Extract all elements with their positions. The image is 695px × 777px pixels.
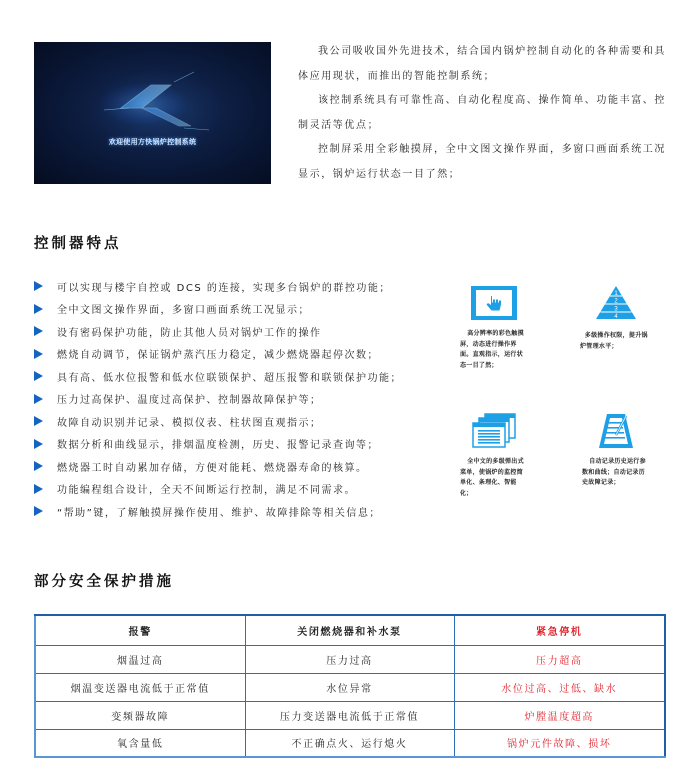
feature-text: 燃烧器工时自动累加存储，方便对能耗、燃烧器寿命的核算。 — [57, 462, 368, 474]
table-cell: 压力超高 — [454, 645, 665, 673]
triangle-bullet-icon — [34, 371, 43, 381]
table-cell: 锅炉元件故障、损坏 — [454, 729, 665, 757]
feature-item — [34, 410, 434, 433]
table-cell: 压力变送器电流低于正常值 — [245, 701, 454, 729]
table-row — [35, 729, 665, 757]
triangle-bullet-icon — [34, 326, 43, 336]
icon-card-permissions — [580, 285, 652, 352]
feature-text: 燃烧自动调节，保证锅炉蒸汽压力稳定，减少燃烧器起停次数； — [57, 350, 379, 362]
svg-text:2: 2 — [614, 298, 618, 305]
icon-card-records — [582, 413, 650, 489]
intro-paragraph: 控制屏采用全彩触摸屏，全中文图文操作界面，多窗口画面系统工况显示，锅炉运行状态一目了然； — [298, 144, 666, 180]
triangle-bullet-icon — [34, 416, 43, 426]
svg-text:4: 4 — [614, 314, 618, 320]
intro-paragraph: 该控制系统具有可靠性高、自动化程度高、操作简单、功能丰富、控制灵活等优点； — [298, 95, 666, 131]
table-row — [35, 673, 665, 701]
pyramid-levels-icon — [594, 285, 638, 321]
feature-item — [34, 298, 434, 321]
feature-item — [34, 365, 434, 388]
feature-item — [34, 433, 434, 456]
protection-title: 部分安全保护措施 — [34, 574, 174, 590]
table-header-row — [35, 615, 665, 645]
feature-text: 可以实现与楼宇自控或 DCS 的连接，实现多台锅炉的群控功能； — [57, 282, 391, 294]
triangle-bullet-icon — [34, 394, 43, 404]
triangle-bullet-icon — [34, 484, 43, 494]
features-list — [34, 275, 434, 523]
icon-card-caption: 多级操作权限，提升锅炉管理水平； — [580, 332, 648, 350]
hero-banner-image — [34, 42, 271, 184]
record-log-icon — [598, 413, 634, 449]
feature-text: 设有密码保护功能，防止其他人员对锅炉工作的操作 — [57, 327, 322, 339]
hero-caption: 欢迎使用方快锅炉控制系统 — [108, 138, 197, 146]
table-row — [35, 701, 665, 729]
feature-text: 压力过高保护、温度过高保护、控制器故障保护等； — [57, 395, 322, 407]
table-cell: 水位异常 — [245, 673, 454, 701]
table-cell: 压力过高 — [245, 645, 454, 673]
icon-card-caption: 自动记录历史运行参数和曲线；自动记录历史故障记录； — [582, 458, 646, 486]
intro-paragraph: 我公司吸收国外先进技术，结合国内锅炉控制自动化的各种需要和具体应用现状，而推出的智能控制系统； — [298, 46, 666, 82]
touch-screen-icon — [470, 285, 518, 321]
icon-card-caption: 全中文的多级弹出式菜单，使锅炉的监控简单化、条理化、智能化； — [460, 458, 524, 497]
popup-windows-icon — [471, 413, 517, 449]
logo-mark-icon — [34, 42, 271, 184]
triangle-bullet-icon — [34, 281, 43, 291]
feature-item — [34, 320, 434, 343]
triangle-bullet-icon — [34, 461, 43, 471]
triangle-bullet-icon — [34, 304, 43, 314]
feature-item — [34, 478, 434, 501]
table-cell: 变频器故障 — [35, 701, 245, 729]
table-cell: 水位过高、过低、缺水 — [454, 673, 665, 701]
svg-text:1: 1 — [614, 291, 618, 297]
table-cell: 氧含量低 — [35, 729, 245, 757]
svg-text:3: 3 — [614, 306, 618, 313]
triangle-bullet-icon — [34, 506, 43, 516]
feature-item — [34, 343, 434, 366]
triangle-bullet-icon — [34, 349, 43, 359]
table-cell: 烟温过高 — [35, 645, 245, 673]
intro-text — [298, 40, 666, 187]
feature-text: 数据分析和曲线显示，排烟温度检测，历史、报警记录查询等； — [57, 440, 379, 452]
feature-text: 具有高、低水位报警和低水位联锁保护、超压报警和联锁保护功能； — [57, 372, 402, 384]
header-emergency-stop: 紧急停机 — [454, 615, 665, 645]
header-alarm: 报警 — [35, 615, 245, 645]
table-row — [35, 645, 665, 673]
feature-text: 功能编程组合设计，全天不间断运行控制，满足不同需求。 — [57, 485, 356, 497]
table-cell: 炉膛温度超高 — [454, 701, 665, 729]
triangle-bullet-icon — [34, 439, 43, 449]
table-cell: 烟温变送器电流低于正常值 — [35, 673, 245, 701]
icon-card-menus — [460, 413, 528, 499]
feature-text: 全中文图文操作界面，多窗口画面系统工况显示； — [57, 305, 310, 317]
feature-item — [34, 388, 434, 411]
table-cell: 不正确点火、运行熄火 — [245, 729, 454, 757]
icon-card-touchscreen — [460, 285, 528, 371]
features-title: 控制器特点 — [34, 236, 122, 252]
header-shutdown-burner: 关闭燃烧器和补水泵 — [245, 615, 454, 645]
feature-item — [34, 275, 434, 298]
protection-table — [34, 614, 666, 758]
feature-item — [34, 500, 434, 523]
feature-item — [34, 455, 434, 478]
icon-card-caption: 高分辨率的彩色触摸屏，动态进行操作界面。直观指示，运行状态一目了然； — [460, 330, 524, 369]
feature-text: “帮助”键，了解触摸屏操作使用、维护、故障排除等相关信息； — [57, 507, 381, 519]
feature-text: 故障自动识别并记录、模拟仪表、柱状图直观指示； — [57, 417, 322, 429]
